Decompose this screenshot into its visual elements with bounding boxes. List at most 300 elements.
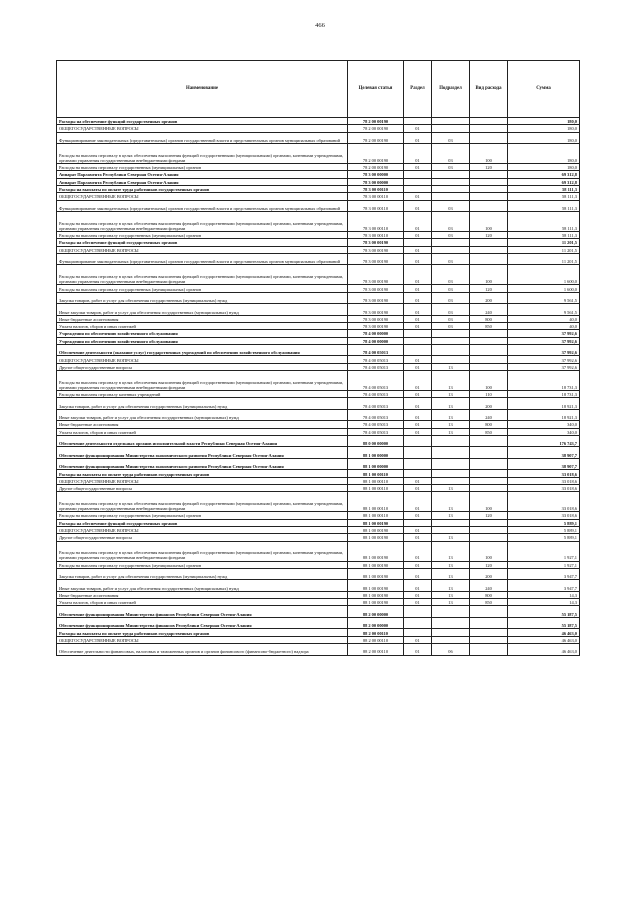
row-code: 88 1 00 00190 xyxy=(348,599,404,606)
row-code: 88 1 00 00110 xyxy=(348,512,404,519)
row-name: Расходы на выплаты персоналу государственных (муниципальных) органов xyxy=(57,285,348,292)
row-code: 78 2 00 00190 xyxy=(348,118,404,125)
row-amount: 5 889,1 xyxy=(508,519,580,526)
row-section: 01 xyxy=(404,304,432,316)
table-body xyxy=(57,118,580,656)
row-name: Уплата налогов, сборов и иных платежей xyxy=(57,428,348,435)
row-subsection xyxy=(432,435,470,447)
row-section xyxy=(404,519,432,526)
row-amount: 37 992,6 xyxy=(508,356,580,363)
row-subsection xyxy=(432,118,470,125)
row-section: 01 xyxy=(404,132,432,144)
row-kind: 100 xyxy=(470,541,508,561)
row-name: Другие общегосударственные вопросы xyxy=(57,485,348,492)
table-row xyxy=(57,617,580,629)
table-row xyxy=(57,337,580,344)
row-kind: 100 xyxy=(470,144,508,164)
row-kind xyxy=(470,239,508,246)
row-code: 78 3 00 00190 xyxy=(348,323,404,330)
row-subsection xyxy=(432,526,470,533)
table-row xyxy=(57,629,580,636)
row-kind xyxy=(470,606,508,618)
row-amount: 69 312,8 xyxy=(508,178,580,185)
table-row xyxy=(57,193,580,200)
row-name: Расходы на обеспечение функций государственных органов xyxy=(57,118,348,125)
row-name: Расходы на выплаты персоналу в целях обеспечения выполнения функций государственными (муниципальными) органами, казенными учреждениями, органами управления государственными внебюджетными фондами xyxy=(57,212,348,232)
row-subsection xyxy=(432,125,470,132)
row-section: 01 xyxy=(404,212,432,232)
row-amount: 33 018,6 xyxy=(508,477,580,484)
row-amount: 1 927,1 xyxy=(508,561,580,568)
row-section: 01 xyxy=(404,232,432,239)
row-code: 78 4 00 00000 xyxy=(348,330,404,337)
row-name: Обеспечение деятельности отдельных органов исполнительной власти Республики Северная Осетия-Алания xyxy=(57,435,348,447)
row-section: 01 xyxy=(404,391,432,398)
row-kind xyxy=(470,337,508,344)
table-row xyxy=(57,292,580,304)
row-code: 88 0 00 00000 xyxy=(348,435,404,447)
row-section xyxy=(404,629,432,636)
row-section: 01 xyxy=(404,541,432,561)
row-section: 01 xyxy=(404,193,432,200)
row-kind: 120 xyxy=(470,561,508,568)
row-kind xyxy=(470,477,508,484)
row-name: Обеспечение функционирования Министерства экономического развития Республики Северная Осетия-Алания xyxy=(57,458,348,470)
row-code: 88 1 00 00190 xyxy=(348,526,404,533)
header-name: Наименование xyxy=(57,61,348,118)
row-section: 01 xyxy=(404,200,432,212)
row-amount: 33 018,6 xyxy=(508,492,580,512)
row-amount: 14,3 xyxy=(508,591,580,598)
row-kind: 120 xyxy=(470,512,508,519)
row-name: ОБЩЕГОСУДАРСТВЕННЫЕ ВОПРОСЫ xyxy=(57,477,348,484)
row-subsection xyxy=(432,178,470,185)
row-kind xyxy=(470,246,508,253)
row-amount: 3 947,7 xyxy=(508,580,580,592)
row-code: 78 2 00 00190 xyxy=(348,164,404,171)
row-kind: 240 xyxy=(470,580,508,592)
row-amount: 38 907,7 xyxy=(508,447,580,459)
row-subsection: 06 xyxy=(432,644,470,656)
table-row xyxy=(57,591,580,598)
row-kind xyxy=(470,629,508,636)
header-kind: Вид расхода xyxy=(470,61,508,118)
row-section xyxy=(404,330,432,337)
row-subsection: 13 xyxy=(432,534,470,541)
row-subsection xyxy=(432,344,470,356)
row-section: 01 xyxy=(404,534,432,541)
row-subsection: 03 xyxy=(432,292,470,304)
row-subsection xyxy=(432,185,470,192)
table-row xyxy=(57,330,580,337)
table-row xyxy=(57,519,580,526)
row-kind xyxy=(470,178,508,185)
table-row xyxy=(57,200,580,212)
row-subsection: 03 xyxy=(432,315,470,322)
row-amount: 180,0 xyxy=(508,132,580,144)
row-name: Закупка товаров, работ и услуг для обеспечения государственных (муниципальных) нужд xyxy=(57,398,348,410)
row-amount: 58 111,3 xyxy=(508,232,580,239)
row-amount: 33 018,6 xyxy=(508,512,580,519)
row-section xyxy=(404,178,432,185)
table-row xyxy=(57,580,580,592)
row-amount: 1 600,0 xyxy=(508,265,580,285)
row-section: 01 xyxy=(404,644,432,656)
row-kind: 800 xyxy=(470,315,508,322)
row-subsection: 13 xyxy=(432,512,470,519)
row-name: ОБЩЕГОСУДАРСТВЕННЫЕ ВОПРОСЫ xyxy=(57,526,348,533)
row-subsection: 03 xyxy=(432,323,470,330)
row-kind xyxy=(470,344,508,356)
row-name: Расходы на выплаты персоналу в целях обеспечения выполнения функций государственными (муниципальными) органами, казенными учреждениями, органами управления государственными внебюджетными фондами xyxy=(57,265,348,285)
row-name: Обеспечение деятельности (оказание услуг) государственных учреждений по обеспечению хозяйственного обслуживания xyxy=(57,344,348,356)
row-subsection xyxy=(432,617,470,629)
table-row xyxy=(57,232,580,239)
row-name: Расходы на выплаты персоналу в целях обеспечения выполнения функций государственными (муниципальными) органами, казенными учреждениями, органами управления государственными внебюджетными фондами xyxy=(57,371,348,391)
table-row xyxy=(57,391,580,398)
row-code: 78 3 00 00110 xyxy=(348,200,404,212)
budget-table xyxy=(56,60,580,656)
row-kind: 100 xyxy=(470,371,508,391)
row-section: 01 xyxy=(404,292,432,304)
table-row xyxy=(57,164,580,171)
row-code: 78 3 00 00190 xyxy=(348,246,404,253)
row-name: Иные закупки товаров, работ и услуг для обеспечения государственных (муниципальных) нужд xyxy=(57,304,348,316)
row-section: 01 xyxy=(404,164,432,171)
row-amount: 58 111,3 xyxy=(508,193,580,200)
table-row xyxy=(57,246,580,253)
table-row xyxy=(57,253,580,265)
row-name: Расходы на обеспечение функций государственных органов xyxy=(57,519,348,526)
table-row xyxy=(57,125,580,132)
row-section: 01 xyxy=(404,246,432,253)
header-subsection: Подраздел xyxy=(432,61,470,118)
row-name: Иные закупки товаров, работ и услуг для обеспечения государственных (муниципальных) нужд xyxy=(57,580,348,592)
row-amount: 58 111,3 xyxy=(508,200,580,212)
row-code: 78 3 00 00190 xyxy=(348,265,404,285)
row-name: Расходы на выплаты персоналу государственных (муниципальных) органов xyxy=(57,164,348,171)
table-header-row xyxy=(57,61,580,118)
row-section: 01 xyxy=(404,636,432,643)
row-subsection: 13 xyxy=(432,591,470,598)
table-row xyxy=(57,185,580,192)
row-amount: 40,0 xyxy=(508,323,580,330)
row-kind: 850 xyxy=(470,599,508,606)
row-code: 88 1 00 00190 xyxy=(348,519,404,526)
table-row xyxy=(57,492,580,512)
table-row xyxy=(57,239,580,246)
row-kind xyxy=(470,253,508,265)
row-name: Обеспечение функционирования Министерства финансов Республики Северная Осетия-Алания xyxy=(57,606,348,618)
table-row xyxy=(57,371,580,391)
row-code: 78 4 00 05013 xyxy=(348,398,404,410)
row-amount: 33 018,6 xyxy=(508,485,580,492)
row-kind: 850 xyxy=(470,428,508,435)
row-name: Расходы на обеспечение функций государственных органов xyxy=(57,239,348,246)
row-section: 01 xyxy=(404,253,432,265)
row-amount: 33 018,6 xyxy=(508,470,580,477)
row-section: 01 xyxy=(404,315,432,322)
row-code: 88 1 00 00110 xyxy=(348,477,404,484)
row-code: 78 3 00 00190 xyxy=(348,239,404,246)
row-subsection: 03 xyxy=(432,132,470,144)
row-subsection: 13 xyxy=(432,391,470,398)
row-kind: 120 xyxy=(470,232,508,239)
header-code: Целевая статья xyxy=(348,61,404,118)
row-amount: 9 561,5 xyxy=(508,304,580,316)
row-section: 01 xyxy=(404,265,432,285)
row-amount: 46 463,0 xyxy=(508,636,580,643)
row-name: ОБЩЕГОСУДАРСТВЕННЫЕ ВОПРОСЫ xyxy=(57,193,348,200)
row-subsection xyxy=(432,337,470,344)
row-kind xyxy=(470,185,508,192)
row-name: Уплата налогов, сборов и иных платежей xyxy=(57,323,348,330)
row-subsection xyxy=(432,458,470,470)
row-code: 88 2 00 00110 xyxy=(348,636,404,643)
row-name: Иные закупки товаров, работ и услуг для обеспечения государственных (муниципальных) нужд xyxy=(57,409,348,421)
row-amount: 11 201,5 xyxy=(508,239,580,246)
row-code: 78 3 00 00190 xyxy=(348,292,404,304)
row-code: 78 4 00 05013 xyxy=(348,371,404,391)
header-section: Раздел xyxy=(404,61,432,118)
row-amount: 5 889,1 xyxy=(508,526,580,533)
row-kind: 240 xyxy=(470,409,508,421)
row-kind xyxy=(470,534,508,541)
row-code: 78 3 00 00110 xyxy=(348,185,404,192)
row-code: 88 1 00 00190 xyxy=(348,561,404,568)
row-subsection: 03 xyxy=(432,232,470,239)
row-section xyxy=(404,447,432,459)
row-subsection xyxy=(432,356,470,363)
table-row xyxy=(57,435,580,447)
row-subsection: 03 xyxy=(432,164,470,171)
table-row xyxy=(57,599,580,606)
row-amount: 1 927,1 xyxy=(508,541,580,561)
row-section: 01 xyxy=(404,428,432,435)
row-subsection: 13 xyxy=(432,561,470,568)
row-subsection: 03 xyxy=(432,144,470,164)
row-amount: 46 463,0 xyxy=(508,629,580,636)
row-kind xyxy=(470,636,508,643)
row-kind: 200 xyxy=(470,292,508,304)
table-row xyxy=(57,212,580,232)
row-section xyxy=(404,337,432,344)
row-amount: 14,3 xyxy=(508,599,580,606)
row-subsection: 03 xyxy=(432,304,470,316)
row-code: 78 4 00 05013 xyxy=(348,428,404,435)
row-section xyxy=(404,435,432,447)
row-section: 01 xyxy=(404,285,432,292)
row-section: 01 xyxy=(404,568,432,580)
row-code: 78 3 00 00110 xyxy=(348,193,404,200)
row-name: Расходы на выплаты персоналу государственных (муниципальных) органов xyxy=(57,232,348,239)
row-amount: 180,0 xyxy=(508,144,580,164)
row-code: 88 1 00 00000 xyxy=(348,447,404,459)
row-amount: 46 463,0 xyxy=(508,644,580,656)
row-code: 88 2 00 00110 xyxy=(348,629,404,636)
row-name: Закупка товаров, работ и услуг для обеспечения государственных (муниципальных) нужд xyxy=(57,568,348,580)
row-amount: 180,0 xyxy=(508,118,580,125)
row-amount: 18 731,3 xyxy=(508,371,580,391)
row-subsection xyxy=(432,239,470,246)
row-kind xyxy=(470,470,508,477)
row-kind xyxy=(470,132,508,144)
row-name: Учреждения по обеспечению хозяйственного обслуживания xyxy=(57,337,348,344)
row-subsection: 13 xyxy=(432,409,470,421)
row-kind xyxy=(470,526,508,533)
row-name: Иные бюджетные ассигнования xyxy=(57,315,348,322)
row-subsection: 13 xyxy=(432,428,470,435)
row-code: 88 1 00 00110 xyxy=(348,470,404,477)
row-amount: 55 187,5 xyxy=(508,606,580,618)
row-section xyxy=(404,470,432,477)
row-code: 88 1 00 00190 xyxy=(348,580,404,592)
table-row xyxy=(57,304,580,316)
row-subsection: 13 xyxy=(432,492,470,512)
row-code: 88 2 00 00110 xyxy=(348,644,404,656)
row-section: 01 xyxy=(404,398,432,410)
row-amount: 58 111,3 xyxy=(508,185,580,192)
row-name: ОБЩЕГОСУДАРСТВЕННЫЕ ВОПРОСЫ xyxy=(57,356,348,363)
table-row xyxy=(57,421,580,428)
row-amount: 40,0 xyxy=(508,315,580,322)
table-row xyxy=(57,512,580,519)
row-section: 01 xyxy=(404,323,432,330)
row-name: Аппарат Парламента Республики Северная Осетия-Алания xyxy=(57,178,348,185)
row-section: 01 xyxy=(404,526,432,533)
row-subsection xyxy=(432,246,470,253)
row-kind: 100 xyxy=(470,265,508,285)
row-subsection: 13 xyxy=(432,371,470,391)
row-section: 01 xyxy=(404,477,432,484)
row-kind: 850 xyxy=(470,323,508,330)
row-subsection: 03 xyxy=(432,212,470,232)
row-name: Расходы на выплаты по оплате труда работников государственных органов xyxy=(57,470,348,477)
row-kind: 100 xyxy=(470,212,508,232)
table-row xyxy=(57,171,580,178)
row-amount: 18 921,3 xyxy=(508,409,580,421)
table-row xyxy=(57,265,580,285)
row-code: 78 2 00 00190 xyxy=(348,144,404,164)
row-amount: 3 947,7 xyxy=(508,568,580,580)
row-code: 78 2 00 00190 xyxy=(348,132,404,144)
row-code: 88 2 00 00000 xyxy=(348,617,404,629)
row-code: 78 3 00 00190 xyxy=(348,315,404,322)
row-subsection: 03 xyxy=(432,253,470,265)
row-kind: 240 xyxy=(470,304,508,316)
row-section xyxy=(404,171,432,178)
row-section: 01 xyxy=(404,356,432,363)
row-kind: 110 xyxy=(470,391,508,398)
table-row xyxy=(57,144,580,164)
row-section: 01 xyxy=(404,363,432,370)
row-code: 78 3 00 00190 xyxy=(348,253,404,265)
page-number: 466 xyxy=(315,22,325,29)
row-code: 78 3 00 00190 xyxy=(348,304,404,316)
row-name: Обеспечение деятельности финансовых, налоговых и таможенных органов и органов финансового (финансово-бюджетного) надзора xyxy=(57,644,348,656)
row-amount: 11 201,5 xyxy=(508,253,580,265)
table-row xyxy=(57,118,580,125)
row-amount: 37 992,6 xyxy=(508,337,580,344)
row-code: 78 3 00 00190 xyxy=(348,285,404,292)
table-row xyxy=(57,285,580,292)
row-code: 78 3 00 00110 xyxy=(348,232,404,239)
row-name: Расходы на выплаты персоналу государственных (муниципальных) органов xyxy=(57,561,348,568)
table-row xyxy=(57,409,580,421)
row-name: ОБЩЕГОСУДАРСТВЕННЫЕ ВОПРОСЫ xyxy=(57,125,348,132)
row-amount: 55 187,5 xyxy=(508,617,580,629)
row-kind xyxy=(470,125,508,132)
table-row xyxy=(57,356,580,363)
row-name: Расходы на выплаты персоналу в целях обеспечения выполнения функций государственными (муниципальными) органами, казенными учреждениями, органами управления государственными внебюджетными фондами xyxy=(57,492,348,512)
row-code: 88 1 00 00190 xyxy=(348,534,404,541)
row-name: Расходы на выплаты по оплате труда работников государственных органов xyxy=(57,185,348,192)
row-subsection: 13 xyxy=(432,398,470,410)
row-code: 78 3 00 00000 xyxy=(348,178,404,185)
row-section xyxy=(404,458,432,470)
row-subsection xyxy=(432,330,470,337)
row-section: 01 xyxy=(404,580,432,592)
row-kind xyxy=(470,356,508,363)
row-kind xyxy=(470,458,508,470)
table-row xyxy=(57,485,580,492)
row-kind: 100 xyxy=(470,492,508,512)
row-code: 88 1 00 00190 xyxy=(348,541,404,561)
row-subsection xyxy=(432,477,470,484)
row-section: 01 xyxy=(404,492,432,512)
row-subsection: 13 xyxy=(432,541,470,561)
header-amount: Сумма xyxy=(508,61,580,118)
table-row xyxy=(57,178,580,185)
row-name: Расходы на выплаты персоналу в целях обеспечения выполнения функций государственными (муниципальными) органами, казенными учреждениями, органами управления государственными внебюджетными фондами xyxy=(57,541,348,561)
row-amount: 340,0 xyxy=(508,421,580,428)
row-section: 01 xyxy=(404,144,432,164)
table-row xyxy=(57,447,580,459)
table-row xyxy=(57,644,580,656)
row-section: 01 xyxy=(404,512,432,519)
row-section: 01 xyxy=(404,371,432,391)
row-name: Учреждения по обеспечению хозяйственного обслуживания xyxy=(57,330,348,337)
row-subsection xyxy=(432,519,470,526)
table-row xyxy=(57,428,580,435)
row-kind: 200 xyxy=(470,398,508,410)
row-section xyxy=(404,118,432,125)
row-name: Функционирование законодательных (представительных) органов государственной власти и представительных органов муниципальных образований xyxy=(57,132,348,144)
row-kind xyxy=(470,447,508,459)
table-row xyxy=(57,344,580,356)
row-subsection: 13 xyxy=(432,363,470,370)
table-row xyxy=(57,534,580,541)
row-name: Закупка товаров, работ и услуг для обеспечения государственных (муниципальных) нужд xyxy=(57,292,348,304)
row-amount: 1 600,0 xyxy=(508,285,580,292)
row-section: 01 xyxy=(404,561,432,568)
row-name: Другие общегосударственные вопросы xyxy=(57,534,348,541)
row-name: Иные бюджетные ассигнования xyxy=(57,591,348,598)
row-subsection xyxy=(432,193,470,200)
row-amount: 18 921,3 xyxy=(508,398,580,410)
row-code: 78 2 00 00190 xyxy=(348,125,404,132)
row-code: 78 4 00 00000 xyxy=(348,337,404,344)
row-name: Обеспечение функционирования Министерства финансов Республики Северная Осетия-Алания xyxy=(57,617,348,629)
row-section: 01 xyxy=(404,591,432,598)
table-row xyxy=(57,315,580,322)
row-amount: 37 992,6 xyxy=(508,344,580,356)
row-name: Расходы на выплаты персоналу государственных (муниципальных) органов xyxy=(57,512,348,519)
row-kind xyxy=(470,363,508,370)
table-row xyxy=(57,398,580,410)
row-section: 01 xyxy=(404,409,432,421)
row-code: 78 3 00 00000 xyxy=(348,171,404,178)
